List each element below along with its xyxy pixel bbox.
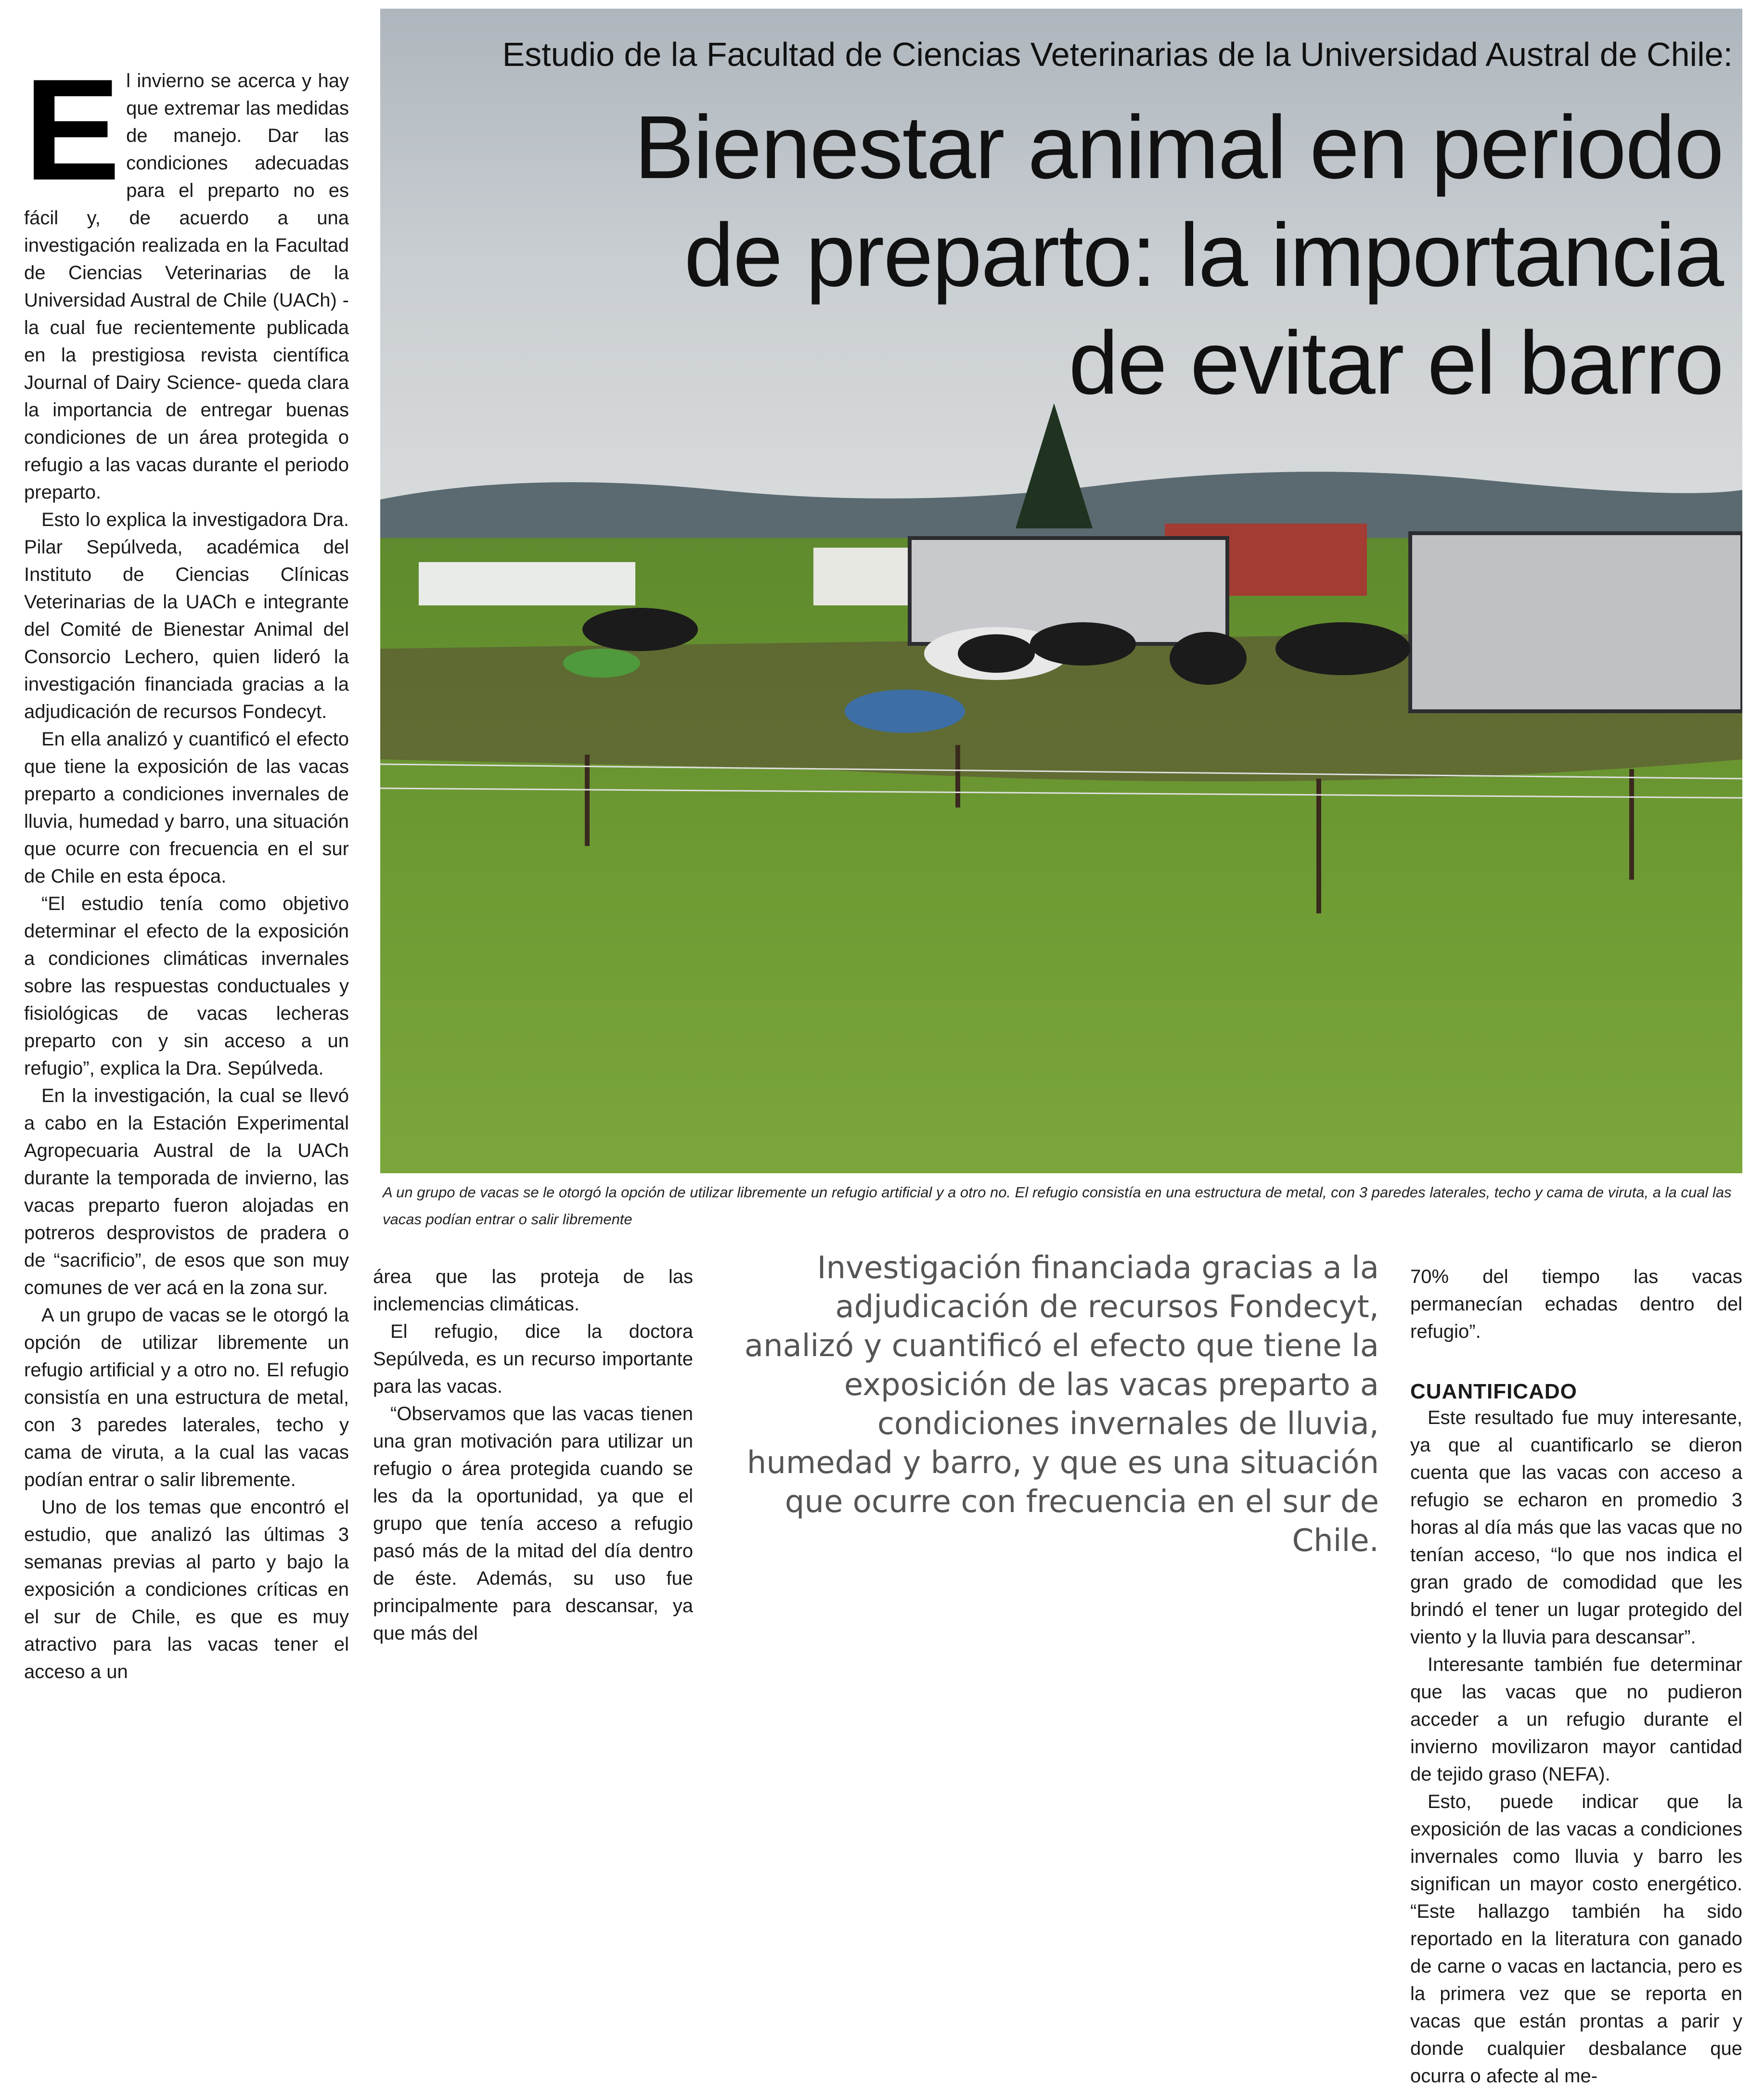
article-column-1 (24, 49, 349, 1686)
paragraph: “Observamos que las vacas tienen una gran motivación para utilizar un refugio o área protegida cuando se les da la oportunidad, ya que el grupo que tenía acceso a refugio pasó más de la mitad del día dentro de éste. Además, su uso fue principalmente para descansar, ya que más del (373, 1403, 693, 1644)
paragraph: Esto lo explica la investigadora Dra. Pilar Sepúlveda, académica del Instituto de Ciencias Clínicas Veterinarias de la UACh e integrante del Comité de Bienestar Animal del Consorcio Lechero, quien lideró la investigación financiada gracias a la adjudicación de recursos Fondecyt. (24, 509, 349, 722)
kicker: Estudio de la Facultad de Ciencias Veterinarias de la Universidad Austral de Chile: (502, 36, 1733, 73)
farm-building (419, 562, 635, 605)
paragraph: Este resultado fue muy interesante, ya que al cuantificarlo se dieron cuenta que las vacas con acceso a refugio se echaron en promedio 3 horas al día más que las vacas que no tenían acceso, “lo que nos indica el gran grado de comodidad que les brindó el tener un lugar protegido del viento y la lluvia para descansar”. (1410, 1407, 1742, 1648)
paragraph: En la investigación, la cual se llevó a cabo en la Estación Experimental Agropecuaria Austral de la UACh durante la temporada de invierno, las vacas preparto fueron alojadas en potreros desprovistos de pradera o de “sacrificio”, de esos que son muy comunes de ver acá en la zona sur. (24, 1085, 349, 1298)
drop-cap: E (24, 49, 121, 210)
paragraph: Interesante también fue determinar que las vacas que no pudieron acceder a un refugio durante el invierno movilizaron mayor cantidad de tejido graso (NEFA). (1410, 1654, 1742, 1785)
article-column-4 (1410, 1263, 1742, 2090)
paragraph: “El estudio tenía como objetivo determinar el efecto de la exposición a condiciones climáticas invernales sobre las respuestas conductuales y fisiológicas de vacas lecheras preparto con y sin acceso a un refugio”, explica la Dra. Sepúlveda. (24, 893, 349, 1079)
article-column-2 (373, 1263, 693, 1647)
paragraph: En ella analizó y cuantificó el efecto que tiene la exposición de las vacas preparto a condiciones invernales de lluvia, humedad y barro, una situación que ocurre con frecuencia en el sur de Chile en esta época. (24, 729, 349, 887)
paragraph: 70% del tiempo las vacas permanecían echadas dentro del refugio”. (1410, 1266, 1742, 1342)
headline: Bienestar animal en periodo de preparto: la importancia de evitar el barro (634, 98, 1723, 413)
pull-quote: Investigación financiada gracias a la adjudicación de recursos Fondecyt, analizó y cuantificó el efecto que tiene la exposición de las vacas preparto a condiciones invernales de lluvia, humedad y barro, y que es una situación que ocurre con frecuencia en el sur de Chile. (744, 1250, 1379, 1559)
paragraph: A un grupo de vacas se le otorgó la opción de utilizar libremente un refugio artificial y a otro no. El refugio consistía en una estructura de metal, con 3 paredes laterales, techo y cama de viruta, a la cual las vacas podían entrar o salir libremente. (24, 1305, 349, 1490)
paragraph: Esto, puede indicar que la exposición de las vacas a condiciones invernales como lluvia y barro les significan un mayor costo energético. “Este hallazgo también ha sido reportado en la literatura con ganado de carne o vacas en lactancia, pero es la primera vez que se reporta en vacas que están prontas a parir y donde cualquier desbalance que ocurra o afecte al me- (1410, 1791, 1742, 2087)
paragraph: El refugio, dice la doctora Sepúlveda, es un recurso importante para las vacas. (373, 1321, 693, 1397)
photo-caption: A un grupo de vacas se le otorgó la opción de utilizar libremente un refugio artificial y a otro no. El refugio consistía en una estructura de metal, con 3 paredes laterales, techo y cama de viruta, a la cual las vacas podían entrar o salir libremente (383, 1184, 1732, 1228)
first-paragraph (24, 49, 349, 506)
paragraph: Uno de los temas que encontró el estudio, que analizó las últimas 3 semanas previas al parto y bajo la exposición a condiciones críticas en el sur de Chile, es que es muy atractivo para las vacas tener el acceso a un (24, 1497, 349, 1682)
paragraph-text: l invierno se acerca y hay que extremar las medidas de manejo. Dar las condiciones adecuadas para el preparto no es fácil y, de acuerdo a una investigación realizada en la Facultad de Ciencias Veterinarias de la Universidad Austral de Chile (UACh) -la cual fue recientemente publicada en la prestigiosa revista científica Journal of Dairy Science- queda clara la importancia de entregar buenas condiciones de un área protegida o refugio a las vacas durante el periodo preparto. (24, 70, 349, 503)
trough (563, 649, 640, 678)
metal-shelter (1410, 533, 1742, 711)
paragraph: área que las proteja de las inclemencias climáticas. (373, 1266, 693, 1315)
trough (845, 690, 965, 733)
subheading: CUANTIFICADO (1410, 1380, 1577, 1403)
